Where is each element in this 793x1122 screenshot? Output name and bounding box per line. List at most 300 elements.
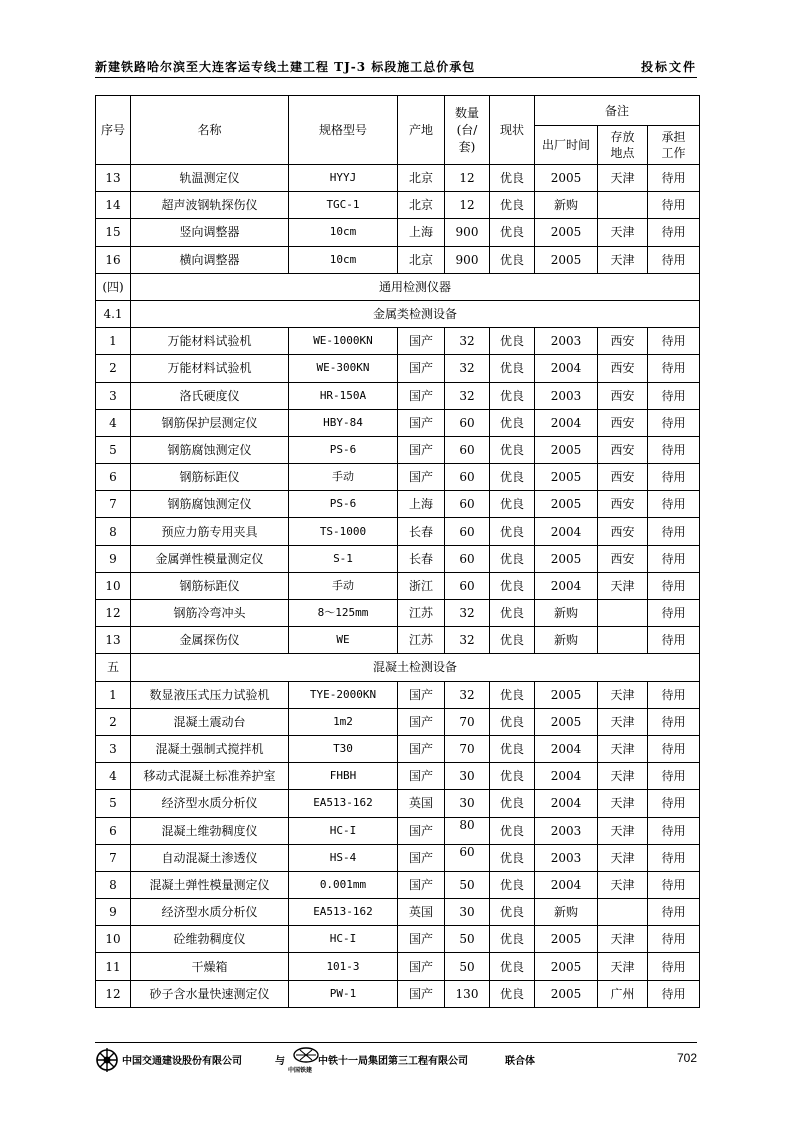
cell-duty: 待用 [648,219,700,246]
cell-duty: 待用 [648,600,700,627]
table-row [96,491,700,518]
cell-origin: 国产 [398,871,445,898]
table-row [96,844,700,871]
cell-duty: 待用 [648,871,700,898]
cell-status: 优良 [490,844,535,871]
cell-qty: 70 [445,735,490,762]
cell-year: 2004 [535,763,598,790]
cell-name: 洛氏硬度仪 [131,382,289,409]
col-header-qty [445,96,490,165]
cell-name: 数显液压式压力试验机 [131,681,289,708]
cell-duty: 待用 [648,899,700,926]
cell-status: 优良 [490,436,535,463]
cell-no: 15 [96,219,131,246]
cell-name: 万能材料试验机 [131,328,289,355]
cell-duty: 待用 [648,953,700,980]
cell-status: 优良 [490,817,535,844]
cell-qty: 32 [445,627,490,654]
header-title: 新建铁路哈尔滨至大连客运专线土建工程 TJ-3 标段施工总价承包 [95,60,476,74]
cell-status: 优良 [490,328,535,355]
cell-duty: 待用 [648,980,700,1007]
cell-name: 干燥箱 [131,953,289,980]
cell-location: 天津 [598,708,648,735]
cell-duty: 待用 [648,735,700,762]
cell-location: 西安 [598,328,648,355]
cell-duty: 待用 [648,382,700,409]
col-header-model: 规格型号 [289,96,398,165]
cell-name: 砂子含水量快速测定仪 [131,980,289,1007]
cell-model: 1m2 [289,708,398,735]
section-row [96,273,700,300]
cell-name: 万能材料试验机 [131,355,289,382]
cell-year: 2004 [535,355,598,382]
cell-qty: 60 [445,572,490,599]
cell-location: 天津 [598,246,648,273]
cell-qty: 60 [445,436,490,463]
section-title: 混凝土检测设备 [131,654,700,681]
cell-qty: 32 [445,681,490,708]
cell-origin: 国产 [398,817,445,844]
cell-qty: 50 [445,926,490,953]
cell-name: 混凝土震动台 [131,708,289,735]
cell-name: 金属探伤仪 [131,627,289,654]
cell-model: HYYJ [289,165,398,192]
cell-name: 混凝土维勃稠度仪 [131,817,289,844]
cell-status: 优良 [490,518,535,545]
section-row [96,300,700,327]
cell-location: 西安 [598,355,648,382]
col-header-remarks: 备注 [535,96,700,126]
cell-duty: 待用 [648,817,700,844]
table-row [96,953,700,980]
cell-duty: 待用 [648,790,700,817]
table-row [96,246,700,273]
footer-and: 与 [275,1056,285,1067]
cell-qty: 12 [445,192,490,219]
cell-location: 西安 [598,409,648,436]
cell-qty: 50 [445,871,490,898]
cell-year: 新购 [535,192,598,219]
cell-qty: 70 [445,708,490,735]
col-header-location [598,126,648,165]
col-header-qty-text: 数量(台/套) [454,105,479,154]
cell-year: 2004 [535,790,598,817]
cell-status: 优良 [490,708,535,735]
cell-no: 12 [96,980,131,1007]
cell-status: 优良 [490,871,535,898]
cell-status: 优良 [490,545,535,572]
cell-model: HC-I [289,926,398,953]
cell-name: 轨温测定仪 [131,165,289,192]
cell-location: 天津 [598,219,648,246]
cell-year: 2005 [535,464,598,491]
cell-origin: 上海 [398,219,445,246]
cell-duty: 待用 [648,844,700,871]
cell-year: 2005 [535,708,598,735]
cell-year: 2003 [535,328,598,355]
cell-origin: 江苏 [398,627,445,654]
cell-year: 新购 [535,899,598,926]
cell-status: 优良 [490,600,535,627]
cell-status: 优良 [490,464,535,491]
cell-location: 西安 [598,545,648,572]
cell-no: 6 [96,464,131,491]
cell-no: 10 [96,572,131,599]
col-header-duty-text: 承担工作 [661,130,686,160]
col-header-origin: 产地 [398,96,445,165]
cell-name: 钢筋腐蚀测定仪 [131,491,289,518]
cell-year: 2005 [535,926,598,953]
cell-model: HS-4 [289,844,398,871]
cell-status: 优良 [490,681,535,708]
cell-no: 13 [96,165,131,192]
cell-model: PS-6 [289,436,398,463]
cell-status: 优良 [490,735,535,762]
cell-model: HC-I [289,817,398,844]
cell-no: 7 [96,491,131,518]
cell-qty: 60 [445,491,490,518]
cell-status: 优良 [490,192,535,219]
cell-qty: 30 [445,763,490,790]
cell-duty: 待用 [648,518,700,545]
cell-origin: 国产 [398,763,445,790]
cell-name: 预应力筋专用夹具 [131,518,289,545]
cell-status: 优良 [490,926,535,953]
cell-location: 西安 [598,464,648,491]
cell-year: 2005 [535,246,598,273]
section-number: (四) [96,273,131,300]
cell-origin: 国产 [398,708,445,735]
cell-origin: 北京 [398,192,445,219]
cell-origin: 英国 [398,899,445,926]
table-body [96,165,700,1008]
table-row [96,763,700,790]
cell-model: HR-150A [289,382,398,409]
cell-name: 金属弹性模量测定仪 [131,545,289,572]
cell-location: 天津 [598,681,648,708]
cell-model: 手动 [289,464,398,491]
cell-status: 优良 [490,980,535,1007]
cell-origin: 国产 [398,328,445,355]
cell-origin: 国产 [398,953,445,980]
table-row [96,735,700,762]
cell-name: 钢筋标距仪 [131,464,289,491]
table-row [96,600,700,627]
page-header [95,56,697,76]
table-row [96,436,700,463]
cell-origin: 长春 [398,545,445,572]
cell-model: EA513-162 [289,899,398,926]
cell-location: 广州 [598,980,648,1007]
cell-qty [445,817,490,844]
cell-qty-text: 80 [459,817,475,832]
cell-qty-text: 60 [459,844,475,859]
cell-qty: 130 [445,980,490,1007]
cell-location: 天津 [598,735,648,762]
cell-model: FHBH [289,763,398,790]
cell-model: EA513-162 [289,790,398,817]
cell-name: 钢筋冷弯冲头 [131,600,289,627]
cell-year: 2005 [535,491,598,518]
table-row [96,165,700,192]
cell-year: 2004 [535,518,598,545]
cell-qty: 60 [445,518,490,545]
cell-status: 优良 [490,953,535,980]
cell-duty: 待用 [648,545,700,572]
cell-status: 优良 [490,572,535,599]
table-row [96,681,700,708]
cell-location: 西安 [598,491,648,518]
footer-company-1: 中国交通建设股份有限公司 [122,1056,242,1067]
cell-origin: 长春 [398,518,445,545]
equipment-table [95,95,700,1008]
cell-no: 13 [96,627,131,654]
cell-qty: 12 [445,165,490,192]
cell-location: 天津 [598,763,648,790]
cell-location [598,627,648,654]
cell-model: S-1 [289,545,398,572]
cell-no: 1 [96,328,131,355]
cell-status: 优良 [490,355,535,382]
cell-qty: 900 [445,219,490,246]
cell-no: 5 [96,436,131,463]
cell-qty: 32 [445,328,490,355]
header-doc-type: 投标文件 [640,60,697,74]
cell-no: 11 [96,953,131,980]
cell-name: 自动混凝土渗透仪 [131,844,289,871]
col-header-name: 名称 [131,96,289,165]
cell-origin: 北京 [398,165,445,192]
table-row [96,409,700,436]
cell-duty: 待用 [648,246,700,273]
cell-no: 14 [96,192,131,219]
cell-location: 天津 [598,572,648,599]
table-row [96,328,700,355]
cell-name: 砼维勃稠度仪 [131,926,289,953]
cell-name: 横向调整器 [131,246,289,273]
cell-duty: 待用 [648,464,700,491]
cell-origin: 国产 [398,436,445,463]
cell-status: 优良 [490,219,535,246]
cell-origin: 国产 [398,681,445,708]
table-row [96,518,700,545]
cell-origin: 浙江 [398,572,445,599]
cell-model: TGC-1 [289,192,398,219]
cell-origin: 国产 [398,382,445,409]
table-row [96,545,700,572]
table-row [96,572,700,599]
table-row [96,817,700,844]
table-row [96,790,700,817]
cell-no: 9 [96,545,131,572]
cell-status: 优良 [490,763,535,790]
cell-year: 2005 [535,165,598,192]
cell-qty: 900 [445,246,490,273]
cell-duty: 待用 [648,708,700,735]
table-row [96,355,700,382]
table-row [96,464,700,491]
cell-location: 西安 [598,382,648,409]
cell-no: 2 [96,708,131,735]
cell-model: HBY-84 [289,409,398,436]
cell-location: 天津 [598,953,648,980]
cell-name: 移动式混凝土标准养护室 [131,763,289,790]
table-row [96,382,700,409]
section-title: 通用检测仪器 [131,273,700,300]
cell-no: 8 [96,518,131,545]
cell-status: 优良 [490,246,535,273]
cell-location: 天津 [598,165,648,192]
cell-qty: 30 [445,790,490,817]
cell-year: 2005 [535,681,598,708]
cell-location [598,600,648,627]
cell-no: 1 [96,681,131,708]
cell-status: 优良 [490,165,535,192]
cell-year: 新购 [535,600,598,627]
cell-name: 钢筋标距仪 [131,572,289,599]
cell-duty: 待用 [648,355,700,382]
cell-model: T30 [289,735,398,762]
cell-location: 天津 [598,926,648,953]
cell-status: 优良 [490,491,535,518]
cell-name: 经济型水质分析仪 [131,790,289,817]
cell-year: 2005 [535,436,598,463]
cell-origin: 江苏 [398,600,445,627]
col-header-status: 现状 [490,96,535,165]
cell-location: 西安 [598,436,648,463]
cell-duty: 待用 [648,681,700,708]
footer-rule [95,1042,697,1043]
page-footer [95,1046,697,1076]
cell-qty: 60 [445,409,490,436]
cell-year: 2005 [535,980,598,1007]
col-header-no: 序号 [96,96,131,165]
cell-year: 2004 [535,871,598,898]
cell-location: 天津 [598,790,648,817]
cell-no: 2 [96,355,131,382]
cccc-logo-icon [95,1046,119,1074]
cell-origin: 国产 [398,355,445,382]
cell-year: 2003 [535,817,598,844]
cell-origin: 国产 [398,980,445,1007]
cell-name: 混凝土弹性模量测定仪 [131,871,289,898]
table-row [96,980,700,1007]
cell-name: 钢筋保护层测定仪 [131,409,289,436]
cell-duty: 待用 [648,328,700,355]
cell-duty: 待用 [648,627,700,654]
cell-duty: 待用 [648,436,700,463]
cell-status: 优良 [490,382,535,409]
section-number: 4.1 [96,300,131,327]
cell-year: 2005 [535,219,598,246]
cell-status: 优良 [490,409,535,436]
section-row [96,654,700,681]
cell-location [598,899,648,926]
cell-location: 天津 [598,844,648,871]
cell-location: 西安 [598,518,648,545]
cell-model: 0.001mm [289,871,398,898]
cell-model: PW-1 [289,980,398,1007]
crcc-logo-caption: 中国铁建 [288,1067,313,1074]
cell-origin: 英国 [398,790,445,817]
cell-no: 10 [96,926,131,953]
section-title: 金属类检测设备 [131,300,700,327]
cell-qty: 60 [445,464,490,491]
cell-origin: 国产 [398,844,445,871]
cell-origin: 上海 [398,491,445,518]
cell-origin: 国产 [398,926,445,953]
cell-name: 钢筋腐蚀测定仪 [131,436,289,463]
table-row [96,219,700,246]
cell-year: 2004 [535,735,598,762]
cell-model: 8～125mm [289,600,398,627]
cell-year: 2005 [535,545,598,572]
cell-no: 16 [96,246,131,273]
cell-no: 3 [96,382,131,409]
table-row [96,192,700,219]
cell-qty: 60 [445,545,490,572]
cell-location: 天津 [598,817,648,844]
cell-location: 天津 [598,871,648,898]
cell-model: PS-6 [289,491,398,518]
cell-name: 竖向调整器 [131,219,289,246]
cell-no: 8 [96,871,131,898]
cell-model: 手动 [289,572,398,599]
col-header-year: 出厂时间 [535,126,598,165]
cell-duty: 待用 [648,192,700,219]
cell-origin: 国产 [398,464,445,491]
table-row [96,627,700,654]
footer-company-2: 中铁十一局集团第三工程有限公司 [318,1056,468,1067]
cell-year: 2003 [535,382,598,409]
table-row [96,899,700,926]
cell-no: 3 [96,735,131,762]
table-row [96,926,700,953]
cell-duty: 待用 [648,165,700,192]
cell-no: 5 [96,790,131,817]
cell-duty: 待用 [648,491,700,518]
cell-qty: 50 [445,953,490,980]
cell-model: 10cm [289,246,398,273]
cell-no: 6 [96,817,131,844]
cell-qty: 32 [445,382,490,409]
table-row [96,708,700,735]
cell-no: 12 [96,600,131,627]
table-row [96,871,700,898]
cell-model: 10cm [289,219,398,246]
col-header-duty [648,126,700,165]
cell-model: WE [289,627,398,654]
cell-no: 7 [96,844,131,871]
cell-model: 101-3 [289,953,398,980]
cell-qty: 32 [445,355,490,382]
page-number: 702 [676,1051,697,1065]
cell-year: 新购 [535,627,598,654]
col-header-location-text: 存放地点 [610,130,635,160]
cell-year: 2003 [535,844,598,871]
cell-qty: 30 [445,899,490,926]
section-number: 五 [96,654,131,681]
cell-name: 混凝土强制式搅拌机 [131,735,289,762]
cell-no: 4 [96,763,131,790]
cell-model: WE-1000KN [289,328,398,355]
cell-model: TS-1000 [289,518,398,545]
cell-location [598,192,648,219]
cell-name: 超声波钢轨探伤仪 [131,192,289,219]
cell-duty: 待用 [648,926,700,953]
cell-duty: 待用 [648,409,700,436]
cell-name: 经济型水质分析仪 [131,899,289,926]
